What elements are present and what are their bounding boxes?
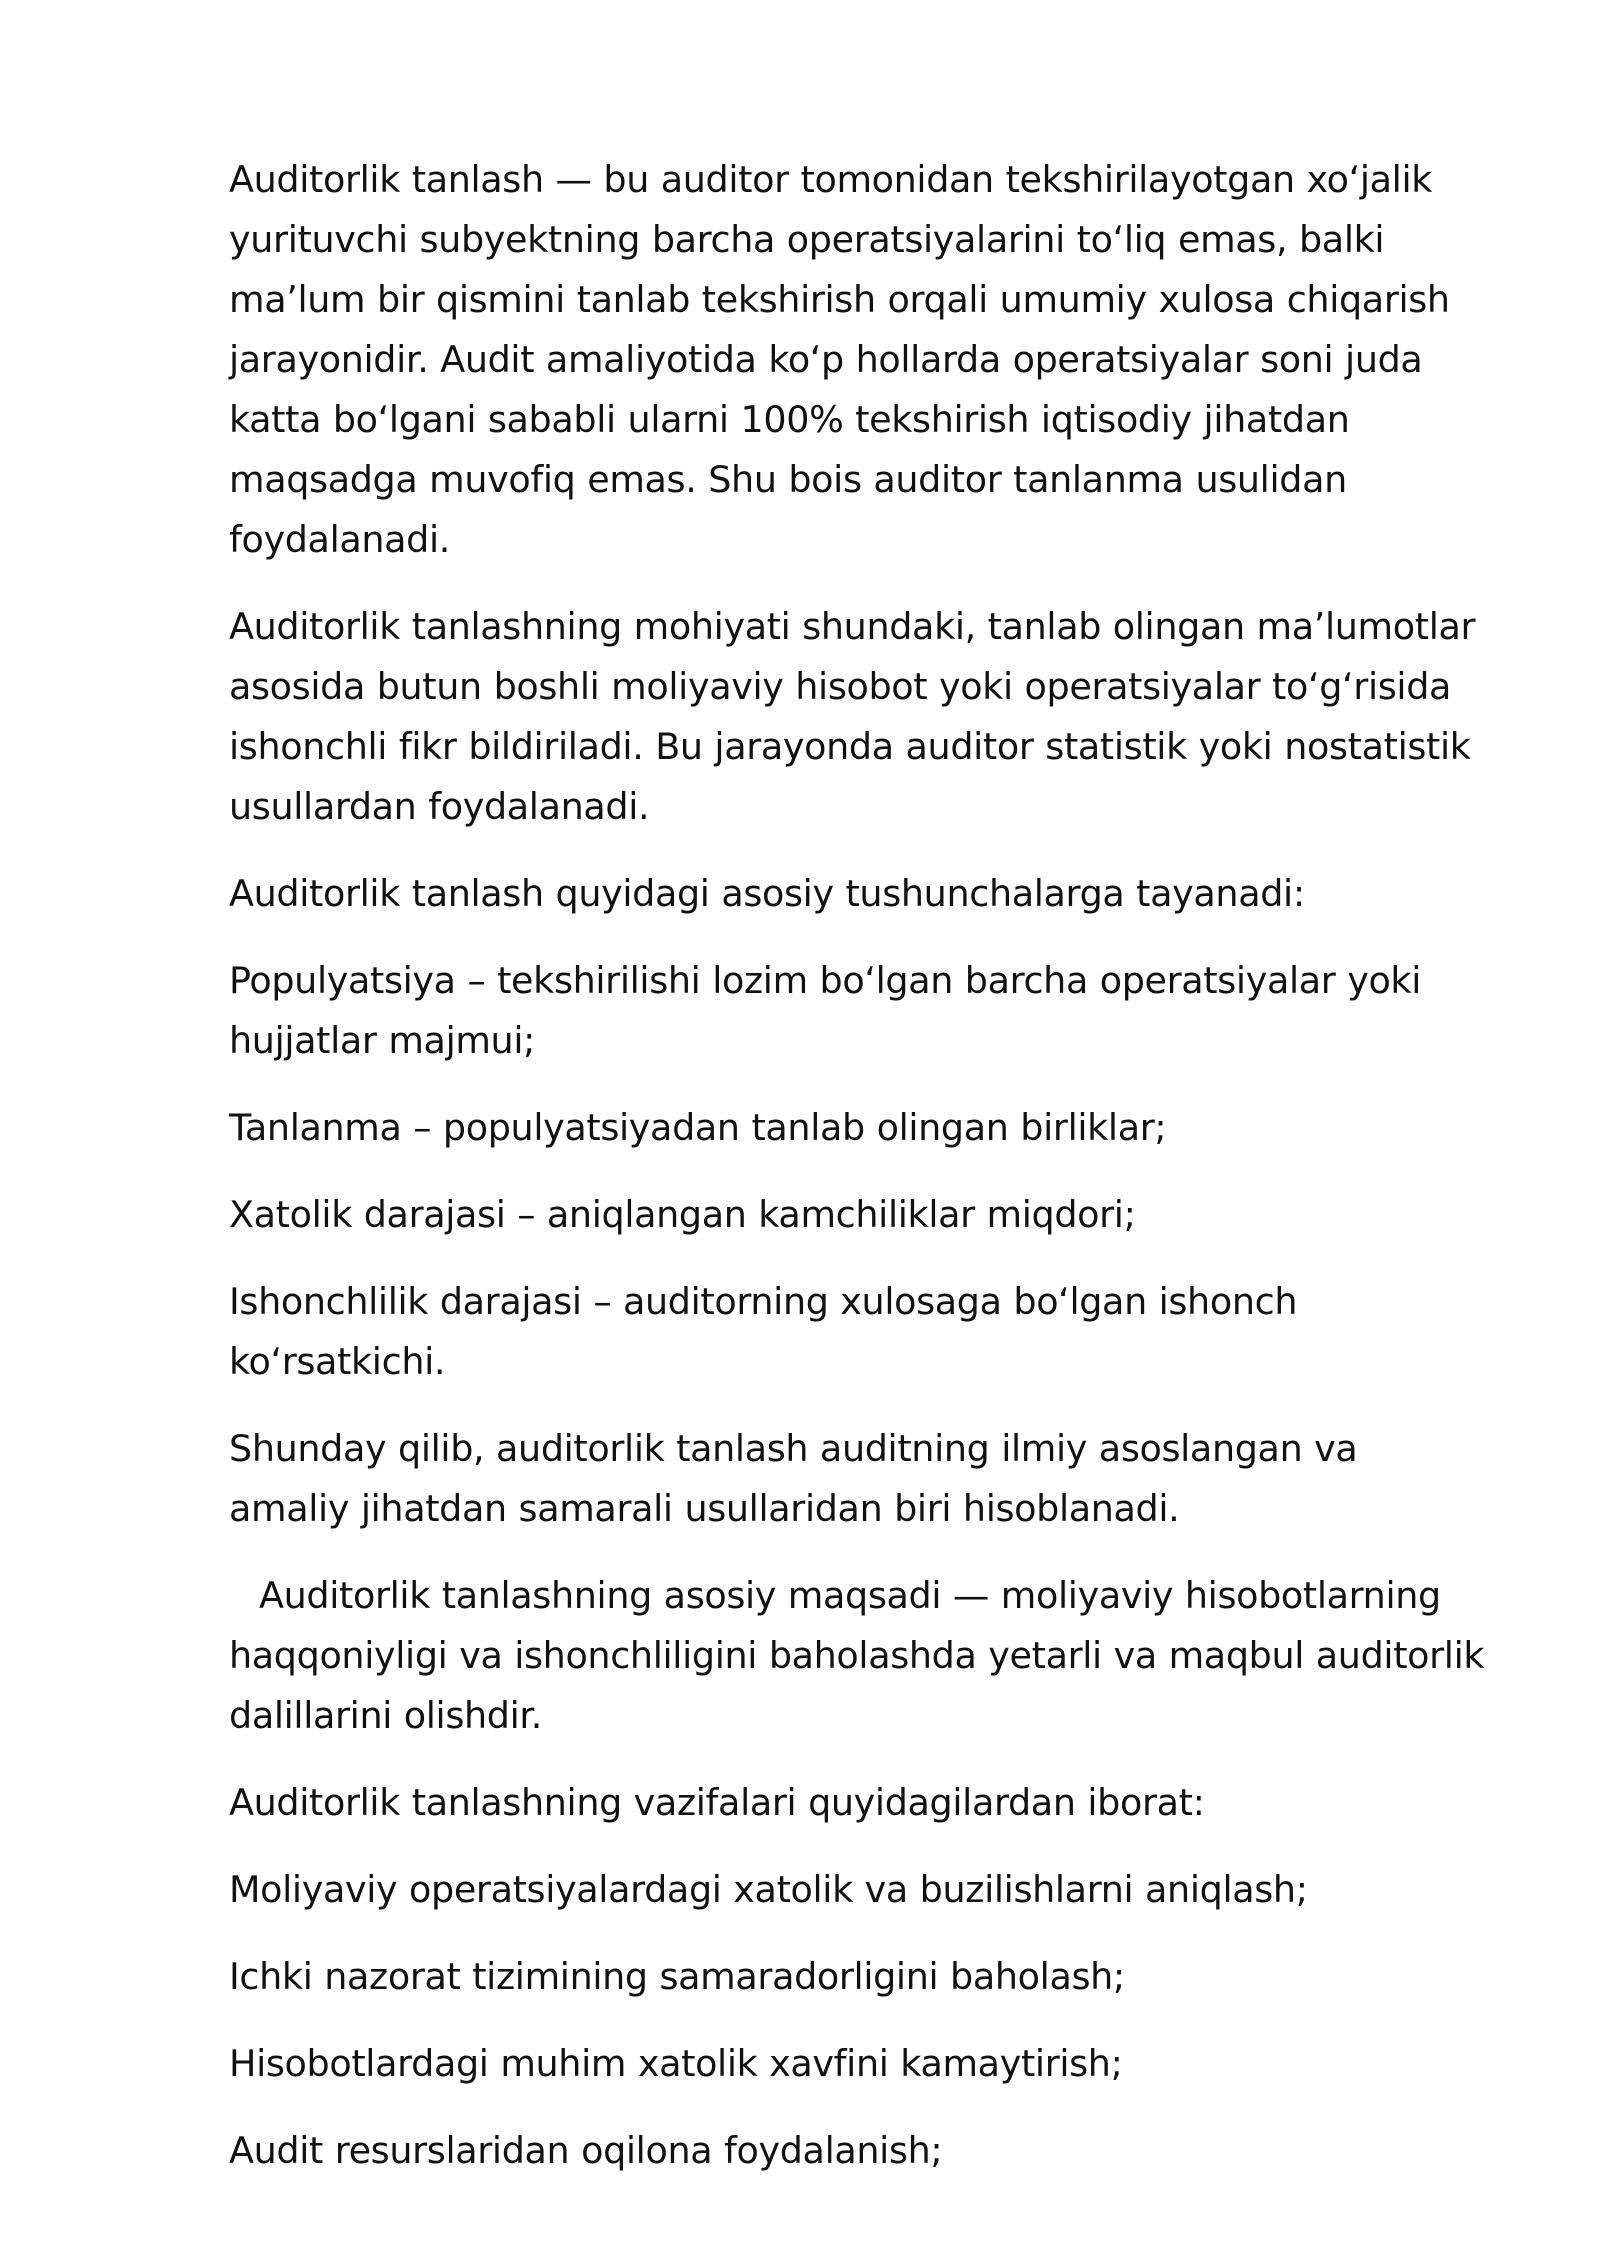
paragraph-concepts-intro: Auditorlik tanlash quyidagi asosiy tushunchalarga tayanadi: <box>229 872 1305 915</box>
list-item-sample: Tanlanma – populyatsiyadan tanlab olingan birliklar; <box>229 1106 1167 1149</box>
document-body <box>229 150 1489 2208</box>
list-item-task-risk: Hisobotlardagi muhim xatolik xavfini kamaytirish; <box>229 2042 1123 2085</box>
list-item-confidence-level: Ishonchlilik darajasi – auditorning xulosaga boʻlgan ishonch koʻrsatkichi. <box>229 1280 1298 1383</box>
paragraph-tasks-intro: Auditorlik tanlashning vazifalari quyidagilardan iborat: <box>229 1781 1205 1824</box>
paragraph-definition: Auditorlik tanlash — bu auditor tomonidan tekshirilayotgan xoʻjalik yurituvchi subyektning barcha operatsiyalarini toʻliq emas, balki maʼlum bir qismini tanlab tekshirish orqali umumiy xulosa chiqarish jarayonidir. Audit amaliyotida koʻp hollarda operatsiyalar soni juda katta boʻlgani sababli ularni 100% tekshirish iqtisodiy jihatdan maqsadga muvofiq emas. Shu bois auditor tanlanma usulidan foydalanadi. <box>229 158 1450 561</box>
list-item-task-errors: Moliyaviy operatsiyalardagi xatolik va buzilishlarni aniqlash; <box>229 1868 1308 1911</box>
paragraph-essence: Auditorlik tanlashning mohiyati shundaki, tanlab olingan maʼlumotlar asosida butun boshli moliyaviy hisobot yoki operatsiyalar toʻgʻrisida ishonchli fikr bildiriladi. Bu jarayonda auditor statistik yoki nostatistik usullardan foydalanadi. <box>229 605 1476 828</box>
paragraph-purpose: Auditorlik tanlashning asosiy maqsadi — moliyaviy hisobotlarning haqqoniyligi va ishonchliligini baholashda yetarli va maqbul auditorlik dalillarini olishdir. <box>229 1574 1485 1737</box>
list-item-population: Populyatsiya – tekshirilishi lozim boʻlgan barcha operatsiyalar yoki hujjatlar majmui; <box>229 959 1422 1062</box>
list-item-task-resources: Audit resurslaridan oqilona foydalanish; <box>229 2129 943 2172</box>
paragraph-conclusion: Shunday qilib, auditorlik tanlash auditning ilmiy asoslangan va amaliy jihatdan samarali usullaridan biri hisoblanadi. <box>229 1427 1358 1530</box>
list-item-error-level: Xatolik darajasi – aniqlangan kamchiliklar miqdori; <box>229 1193 1136 1236</box>
list-item-task-internal-control: Ichki nazorat tizimining samaradorligini baholash; <box>229 1955 1125 1998</box>
